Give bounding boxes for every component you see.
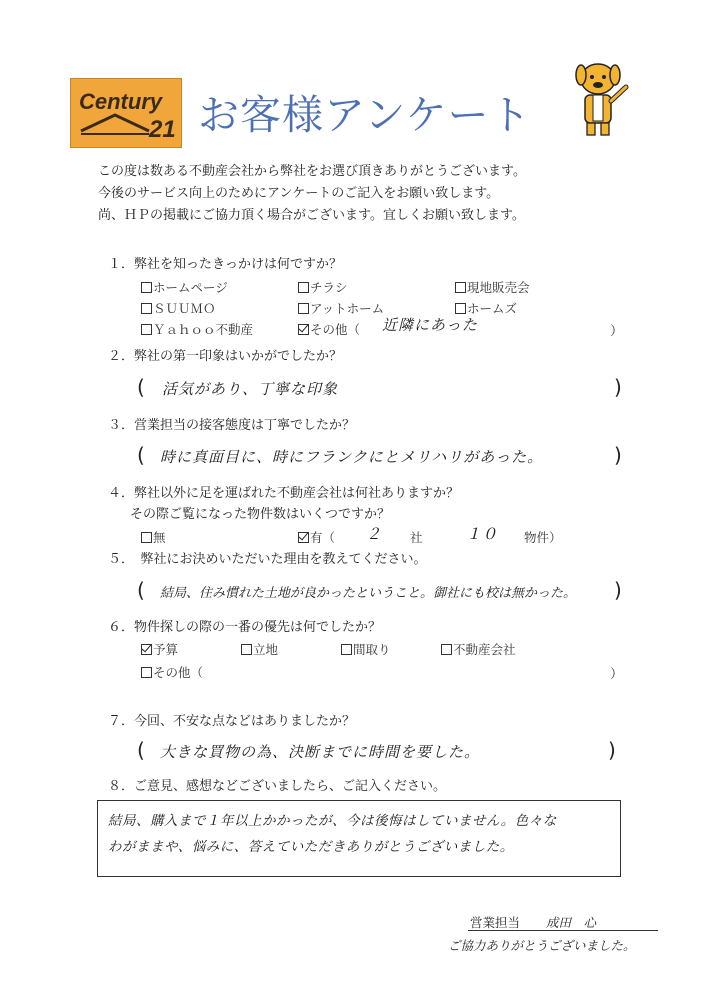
question-4: ４．弊社以外に足を運ばれた不動産会社は何社ありますか？ — [108, 486, 460, 501]
checkbox[interactable] — [141, 303, 152, 314]
question-3: ３．営業担当の接客態度は丁寧でしたか？ — [108, 418, 356, 433]
century21-logo — [70, 78, 182, 148]
intro-line: 今後のサービス向上のためにアンケートのご記入をお願い致します。 — [98, 186, 500, 201]
q6-option-layout[interactable]: 間取り — [341, 640, 391, 658]
open-paren: ( — [137, 375, 145, 399]
open-paren: ( — [137, 738, 145, 762]
dog-mascot-icon — [560, 55, 640, 140]
survey-title: お客様アンケート — [198, 91, 532, 139]
q1-option-other[interactable]: その他（ — [298, 320, 360, 338]
svg-text:Century: Century — [79, 89, 163, 114]
checkbox[interactable] — [241, 644, 252, 655]
q2-answer[interactable]: 活気があり、丁寧な印象 — [162, 380, 339, 398]
question-8: ８．ご意見、感想などございましたら、ご記入ください。 — [108, 779, 447, 794]
intro-line: 尚、ＨＰの掲載にご協力頂く場合がございます。宜しくお願い致します。 — [98, 208, 525, 223]
checkbox[interactable] — [141, 324, 152, 335]
checkbox[interactable] — [141, 532, 152, 543]
q1-option-homes[interactable]: ホームズ — [455, 299, 517, 317]
checkbox-checked[interactable] — [141, 644, 152, 655]
close-paren: ) — [614, 375, 622, 399]
q6-option-location[interactable]: 立地 — [241, 640, 278, 658]
checkbox-checked[interactable] — [298, 532, 309, 543]
question-5: ５． 弊社にお決めいただいた理由を教えてください。 — [108, 552, 427, 567]
q6-option-company[interactable]: 不動産会社 — [441, 640, 516, 658]
q5-answer[interactable]: 結局、住み慣れた土地が良かったということ。御社にも校は無かった。 — [160, 586, 577, 601]
sales-name: 成田 心 — [546, 915, 597, 930]
q1-option-homepage[interactable]: ホームページ — [141, 278, 228, 296]
checkbox[interactable] — [141, 282, 152, 293]
checkbox[interactable] — [298, 303, 309, 314]
q1-other-answer[interactable]: 近隣にあった — [382, 316, 478, 334]
question-1: １．弊社を知ったきっかけは何ですか？ — [108, 257, 343, 272]
q3-answer[interactable]: 時に真面目に、時にフランクにとメリハリがあった。 — [160, 448, 544, 466]
question-4-sub: その際ご覧になった物件数はいくつですか？ — [130, 507, 391, 522]
checkbox[interactable] — [141, 667, 152, 678]
close-paren: ) — [614, 443, 622, 467]
sales-rep — [470, 913, 596, 931]
open-paren: ( — [137, 578, 145, 602]
q4-option-none[interactable]: 無 — [141, 528, 166, 546]
open-paren: ( — [137, 443, 145, 467]
comment-box[interactable] — [97, 800, 621, 877]
thanks-message: ご協力ありがとうございました。 — [448, 938, 636, 953]
svg-text:21: 21 — [149, 116, 176, 143]
checkbox[interactable] — [455, 303, 466, 314]
q1-option-yahoo[interactable]: Ｙａｈｏｏ不動産 — [141, 320, 253, 338]
checkbox[interactable] — [298, 282, 309, 293]
close-paren: ) — [614, 578, 622, 602]
comment-line: わがままや、悩みに、答えていただきありがとうございました。 — [108, 839, 514, 855]
q1-option-open-house[interactable]: 現地販売会 — [455, 278, 530, 296]
q4-option-yes[interactable]: 有（ — [298, 528, 335, 546]
intro-text — [98, 161, 526, 227]
intro-line: この度は数ある不動産会社から弊社をお選び頂きありがとうございます。 — [98, 164, 526, 179]
q4-company-unit: 社 — [410, 530, 423, 545]
question-6: ６．物件探しの際の一番の優先は何でしたか？ — [108, 620, 382, 635]
q6-option-other[interactable]: その他（ — [141, 663, 203, 681]
q6-option-budget[interactable]: 予算 — [141, 640, 178, 658]
checkbox[interactable] — [341, 644, 352, 655]
century21-logo-mark — [71, 79, 181, 147]
question-7: ７．今回、不安な点などはありましたか？ — [108, 714, 356, 729]
comment-line: 結局、購入まで１年以上かかったが、今は後悔はしていません。色々な — [108, 813, 557, 829]
q1-close-paren: ） — [610, 324, 624, 339]
sales-label: 営業担当 — [470, 915, 521, 930]
q4-company-count[interactable]: ２ — [366, 525, 383, 543]
checkbox[interactable] — [441, 644, 452, 655]
q4-property-count[interactable]: １０ — [466, 525, 499, 543]
q1-option-flyer[interactable]: チラシ — [298, 278, 348, 296]
question-2: ２．弊社の第一印象はいかがでしたか？ — [108, 349, 343, 364]
sales-underline — [468, 930, 658, 931]
q1-option-athome[interactable]: アットホーム — [298, 299, 384, 317]
q4-property-unit: 物件） — [524, 530, 562, 545]
close-paren: ) — [608, 738, 616, 762]
checkbox[interactable] — [455, 282, 466, 293]
q1-option-suumo[interactable]: ＳＵＵＭＯ — [141, 299, 216, 317]
checkbox-checked[interactable] — [298, 324, 309, 335]
q7-answer[interactable]: 大きな買物の為、決断までに時間を要した。 — [160, 743, 481, 761]
q6-close-paren: ） — [610, 667, 624, 682]
